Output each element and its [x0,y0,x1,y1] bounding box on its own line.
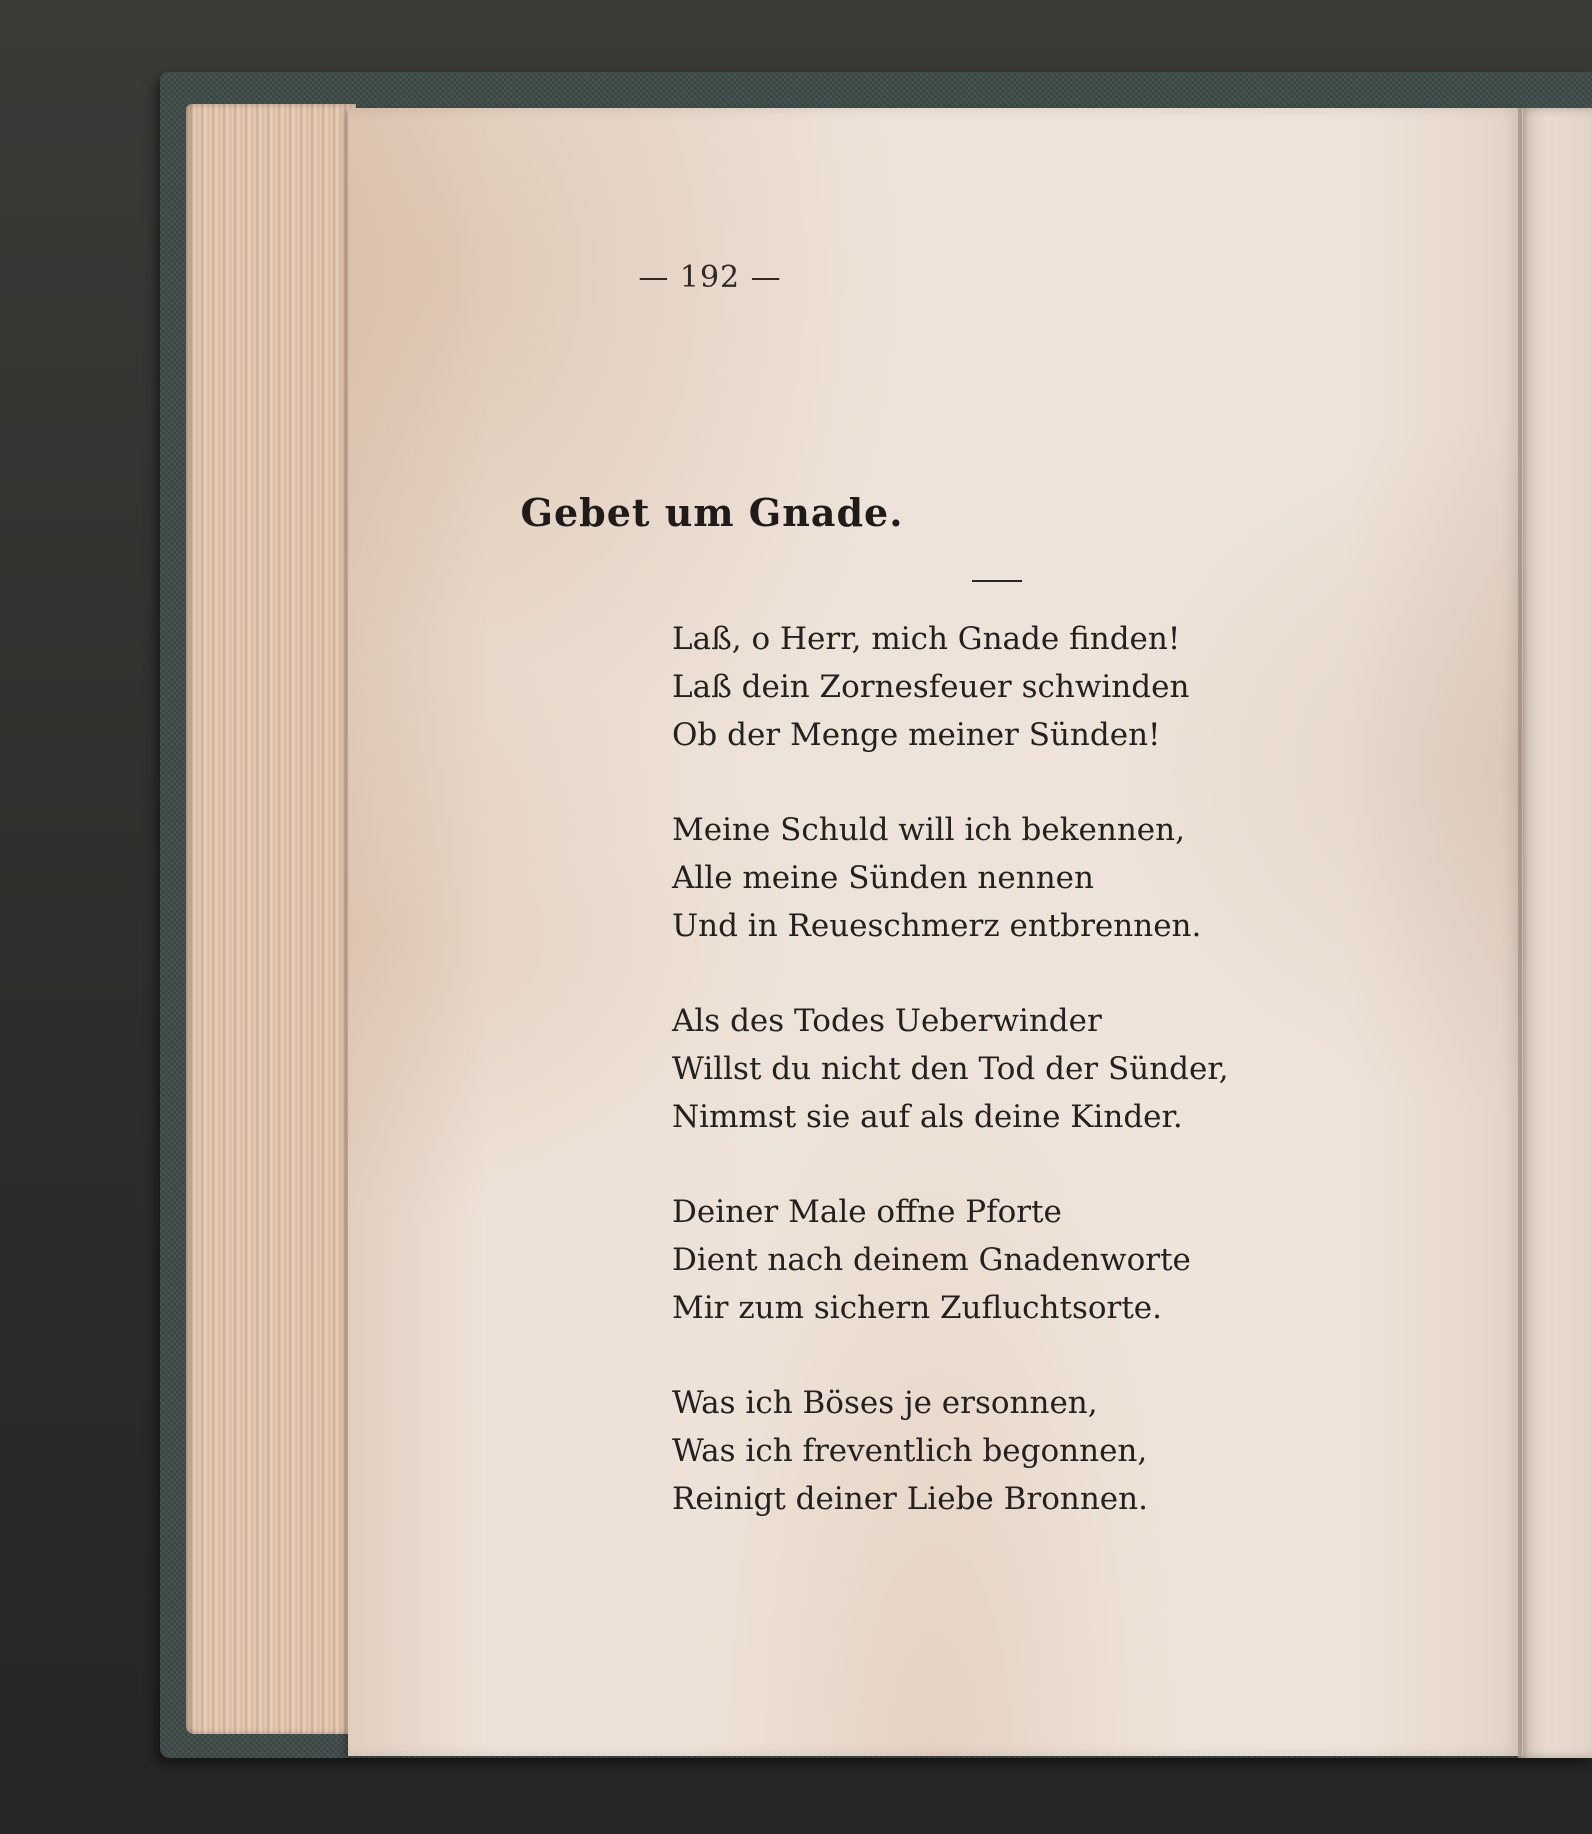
verse-line: Ob der Menge meiner Sünden! [672,717,1161,753]
page-fold [1518,108,1522,1756]
title-divider [972,580,1022,582]
verse-line: Als des Todes Ueberwinder [672,1003,1102,1039]
page-edges [186,104,356,1734]
verse-line: Alle meine Sünden nennen [672,860,1094,896]
stanza-1 [672,615,1432,759]
stanza-4 [672,1188,1432,1332]
verse-line: Dient nach deinem Gnadenworte [672,1242,1191,1278]
page-number: — 192 — [638,260,782,295]
verse-line: Mir zum sichern Zufluchtsorte. [672,1290,1162,1326]
verse-line: Was ich freventlich begonnen, [672,1433,1148,1469]
verse-line: Meine Schuld will ich bekennen, [672,812,1185,848]
verse-line: Nimmst sie auf als deine Kinder. [672,1099,1183,1135]
verse-line: Willst du nicht den Tod der Sünder, [672,1051,1229,1087]
verse-line: Was ich Böses je ersonnen, [672,1385,1098,1421]
verse-line: Deiner Male offne Pforte [672,1194,1062,1230]
verse-line: Laß, o Herr, mich Gnade finden! [672,621,1181,657]
facing-page [1518,108,1592,1758]
stanza-5 [672,1379,1432,1523]
verse-line: Reinigt deiner Liebe Bronnen. [672,1481,1148,1517]
stanza-3 [672,997,1432,1141]
stanza-2 [672,806,1432,950]
verse-line: Laß dein Zornesfeuer schwinden [672,669,1190,705]
poem-title: Gebet um Gnade. [520,490,904,535]
verse-line: Und in Reueschmerz entbrennen. [672,908,1202,944]
